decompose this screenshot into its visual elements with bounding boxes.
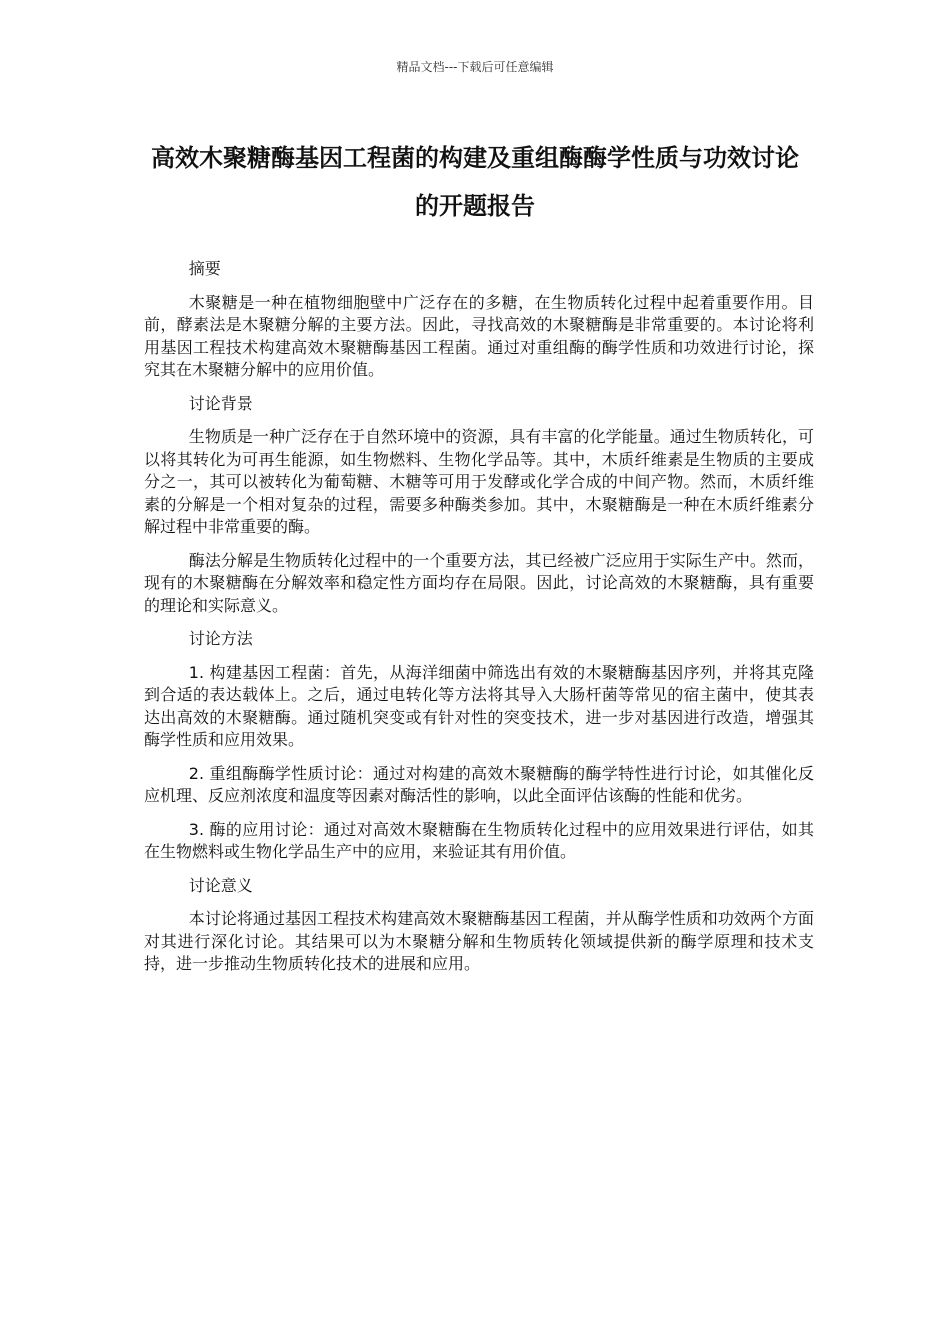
document-title: 高效木聚糖酶基因工程菌的构建及重组酶酶学性质与功效讨论的开题报告: [151, 144, 799, 220]
section-heading-methods: 讨论方法: [188, 629, 253, 648]
section-heading-background: 讨论背景: [188, 393, 253, 413]
document-body: [144, 258, 814, 987]
section-heading-significance: 讨论意义: [188, 875, 253, 895]
methods-paragraph-1: 1. 构建基因工程菌：首先，从海洋细菌中筛选出有效的木聚糖酶基因序列，并将其克隆到合适的表达载体上。之后，通过电转化等方法将其导入大肠杆菌等常见的宿主菌中，使其表达出高效的木聚糖酶。通过随机突变或有针对性的突变技术，进一步对基因进行改造，增强其酶学性质和应用效果。: [144, 662, 814, 749]
header-note: 精品文档---下载后可任意编辑: [396, 60, 554, 74]
methods-paragraph-3: 3. 酶的应用讨论：通过对高效木聚糖酶在生物质转化过程中的应用效果进行评估，如其在生物燃料或生物化学品生产中的应用，来验证其有用价值。: [144, 819, 814, 861]
abstract-paragraph: 木聚糖是一种在植物细胞壁中广泛存在的多糖，在生物质转化过程中起着重要作用。目前，酵素法是木聚糖分解的主要方法。因此，寻找高效的木聚糖酶是非常重要的。本讨论将利用基因工程技术构建高效木聚糖酶基因工程菌。通过对重组酶的酶学性质和功效进行讨论，探究其在木聚糖分解中的应用价值。: [144, 292, 814, 379]
significance-paragraph: 本讨论将通过基因工程技术构建高效木聚糖酶基因工程菌，并从酶学性质和功效两个方面对其进行深化讨论。其结果可以为木聚糖分解和生物质转化领域提供新的酶学原理和技术支持，进一步推动生物质转化技术的进展和应用。: [144, 909, 814, 973]
background-paragraph-1: 生物质是一种广泛存在于自然环境中的资源，具有丰富的化学能量。通过生物质转化，可以将其转化为可再生能源，如生物燃料、生物化学品等。其中，木质纤维素是生物质的主要成分之一，其可以被转化为葡萄糖、木糖等可用于发酵或化学合成的中间产物。然而，木质纤维素的分解是一个相对复杂的过程，需要多种酶类参加。其中，木聚糖酶是一种在木质纤维素分解过程中非常重要的酶。: [144, 427, 814, 536]
methods-paragraph-2: 2. 重组酶酶学性质讨论：通过对构建的高效木聚糖酶的酶学特性进行讨论，如其催化反应机理、反应剂浓度和温度等因素对酶活性的影响，以此全面评估该酶的性能和优劣。: [144, 763, 814, 805]
section-heading-abstract: 摘要: [188, 259, 221, 278]
background-paragraph-2: 酶法分解是生物质转化过程中的一个重要方法，其已经被广泛应用于实际生产中。然而，现有的木聚糖酶在分解效率和稳定性方面均存在局限。因此，讨论高效的木聚糖酶，具有重要的理论和实际意义。: [144, 550, 814, 615]
